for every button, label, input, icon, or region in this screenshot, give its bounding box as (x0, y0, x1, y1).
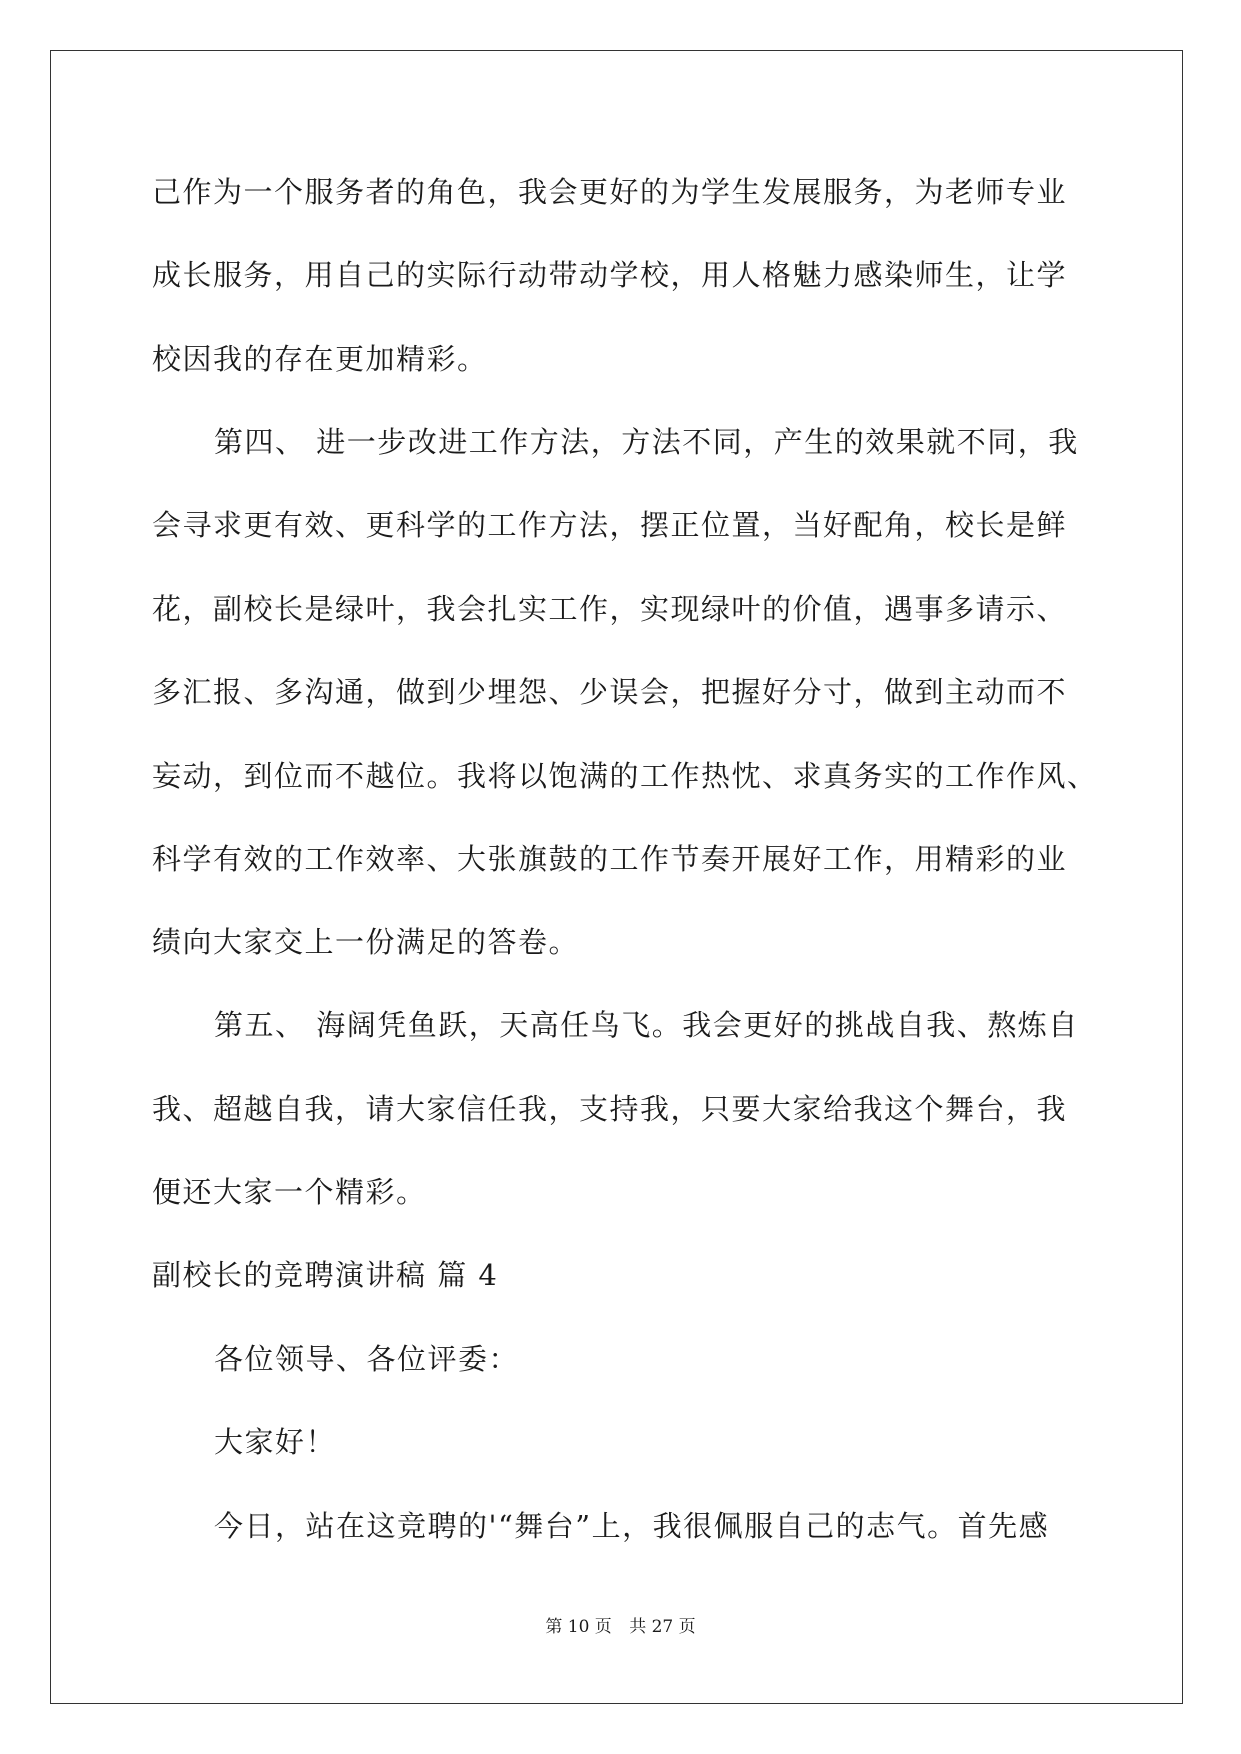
paragraph-start-line: 第五、 海阔凭鱼跃，天高任鸟飞。我会更好的挑战自我、熬炼自 (214, 1008, 1079, 1042)
text-line: 己作为一个服务者的角色，我会更好的为学生发展服务，为老师专业 (152, 175, 1068, 209)
text-line: 妄动，到位而不越位。我将以饱满的工作热忱、求真务实的工作作风、 (152, 759, 1098, 793)
section-heading: 副校长的竞聘演讲稿 篇 4 (152, 1258, 499, 1292)
greeting-line: 大家好！ (214, 1425, 337, 1459)
text-line: 我、超越自我，请大家信任我，支持我，只要大家给我这个舞台，我 (152, 1092, 1068, 1126)
text-line: 多汇报、多沟通，做到少埋怨、少误会，把握好分寸，做到主动而不 (152, 675, 1068, 709)
text-line: 花，副校长是绿叶，我会扎实工作，实现绿叶的价值，遇事多请示、 (152, 592, 1068, 626)
page-number: 第 10 页 (545, 1617, 612, 1637)
paragraph-start-line: 第四、 进一步改进工作方法，方法不同，产生的效果就不同，我 (214, 425, 1079, 459)
text-line: 科学有效的工作效率、大张旗鼓的工作节奏开展好工作，用精彩的业 (152, 842, 1068, 876)
page-total: 共 27 页 (629, 1617, 696, 1637)
paragraph-start-line: 今日，站在这竞聘的'“舞台”上，我很佩服自己的志气。首先感 (214, 1509, 1050, 1543)
text-line: 便还大家一个精彩。 (152, 1175, 427, 1209)
salutation-line: 各位领导、各位评委： (214, 1342, 520, 1376)
text-line: 绩向大家交上一份满足的答卷。 (152, 925, 580, 959)
page-footer (0, 1615, 1241, 1639)
text-line: 会寻求更有效、更科学的工作方法，摆正位置，当好配角，校长是鲜 (152, 508, 1068, 542)
text-line: 成长服务，用自己的实际行动带动学校，用人格魅力感染师生，让学 (152, 258, 1068, 292)
text-line: 校因我的存在更加精彩。 (152, 342, 488, 376)
